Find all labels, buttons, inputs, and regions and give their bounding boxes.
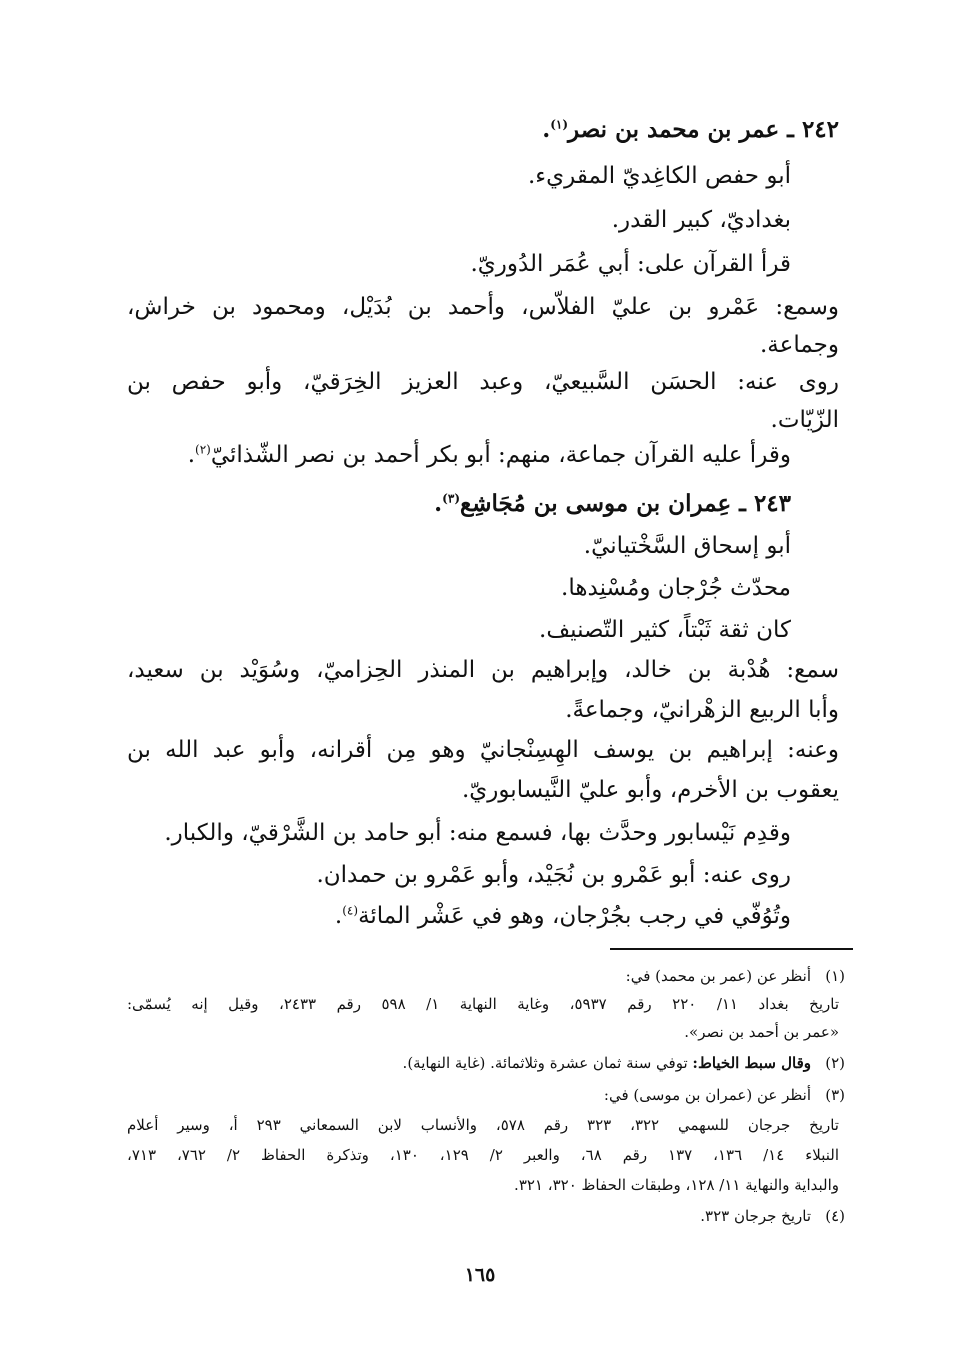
- entry-line: وقدِم نَيْسابور وحدَّث بها، فسمع منه: أبو حامد بن الشَّرْقيّ، والكبار.: [164, 820, 791, 846]
- footnote: (٤)تاريخ جرجان ٣٢٣.: [700, 1202, 845, 1230]
- entry-heading: ٢٤٢ ـ عمر بن محمد بن نصر$^{(١)}$.: [542, 116, 839, 143]
- footnote-line: النبلاء ١٤/ ١٣٦، ١٣٧ رقم ٦٨، والعبر ٢/ ١٢٩، ١٣٠، وتذكرة الحفاظ ٢/ ٧٦٢، ٧١٣،: [127, 1146, 839, 1164]
- footnote-ref: (١): [550, 117, 569, 132]
- footnote-ref: (٤): [342, 903, 359, 918]
- entry-line: يعقوب بن الأخرم، وأبو عليّ النَّيسابوريّ.: [461, 777, 839, 803]
- entry-line: وقرأ عليه القرآن جماعة، منهم: أبو بكر أحمد بن نصر الشّذائيّ$^{(٢)}$.: [187, 442, 791, 468]
- entry-line: أبو حفص الكاغِديّ المقريء.: [528, 163, 791, 189]
- entry-line: محدّث جُرْجان ومُسْنِدها.: [561, 575, 791, 601]
- footnote-separator: [610, 948, 853, 950]
- page-number: ١٦٥: [464, 1264, 496, 1286]
- entry-line: الزّيّات.: [770, 407, 839, 433]
- entry-line: وتُوُفّي في رجب بجُرْجان، وهو في عَشْر المائة$^{(٤)}$.: [334, 903, 791, 929]
- entry-line: أبو إسحاق السَّخْتيانيّ.: [583, 533, 791, 559]
- entry-line: روى عنه: الحسَن السَّبيعيّ، وعبد العزيز الخِرَقيّ، وأبو حفص بن: [127, 369, 839, 395]
- footnote-line: تاريخ بغداد ١١/ ٢٢٠ رقم ٥٩٣٧، وغاية النهاية ١/ ٥٩٨ رقم ٢٤٣٣، وقيل إنه يُسمّى:: [127, 995, 839, 1013]
- footnote-line: «عمر بن أحمد بن نصر».: [684, 1023, 839, 1041]
- footnote-ref: (٢): [195, 442, 211, 457]
- footnote-number: (٣): [825, 1086, 845, 1104]
- entry-line: وجماعة.: [760, 332, 839, 358]
- entry-line: قرأ القرآن على: أبي عُمَر الدُوريّ.: [470, 251, 791, 277]
- footnote-number: (١): [825, 967, 845, 985]
- footnote-number: (٢): [825, 1054, 845, 1072]
- footnote-line: تاريخ جرجان للسهمي ٣٢٢، ٣٢٣ رقم ٥٧٨، والأنساب لابن السمعاني ٢٩٣ أ، وسير أعلام: [127, 1116, 839, 1134]
- entry-heading: ٢٤٣ ـ عِمران بن موسى بن مُجَاشِع$^{(٣)}$.: [434, 490, 791, 517]
- entry-line: سمع: هُدْبة بن خالد، وإبراهيم بن المنذر الحِزاميّ، وسُوَيْد بن سعيد،: [127, 657, 839, 683]
- entry-line: وعنه: إبراهيم بن يوسف الهِسِنْجانيّ وهو مِن أقرانه، وأبو عبد الله بن: [127, 737, 839, 763]
- entry-line: كان ثقة ثَبْتاً، كثير التّصنيف.: [539, 617, 791, 643]
- footnote-number: (٤): [825, 1207, 845, 1225]
- footnote: (٢)وقال سبط الخياط: توفي سنة ثمان عشرة وثلاثمائة. (غاية النهاية).: [403, 1049, 845, 1077]
- footnote: (١)أنظر عن (عمر بن محمد) في:: [626, 962, 845, 990]
- entry-line: روى عنه: أبو عَمْرو بن نُجَيْد، وأبو عَمْرو بن حمدان.: [316, 862, 791, 888]
- entry-line: بغداديّ، كبير القدر.: [611, 207, 791, 233]
- footnote-line: والبداية والنهاية ١١/ ١٢٨، وطبقات الحفاظ ٣٢٠، ٣٢١.: [514, 1176, 839, 1194]
- footnote: (٣)أنظر عن (عمران بن موسى) في:: [604, 1081, 845, 1109]
- footnote-ref: (٣): [442, 491, 460, 506]
- entry-line: وأبا الربيع الزهْرانيّ، وجماعةً.: [565, 697, 839, 723]
- entry-line: وسمع: عَمْرو بن عليّ الفلاّس، وأحمد بن بُدَيْل، ومحمود بن خراش،: [127, 294, 839, 320]
